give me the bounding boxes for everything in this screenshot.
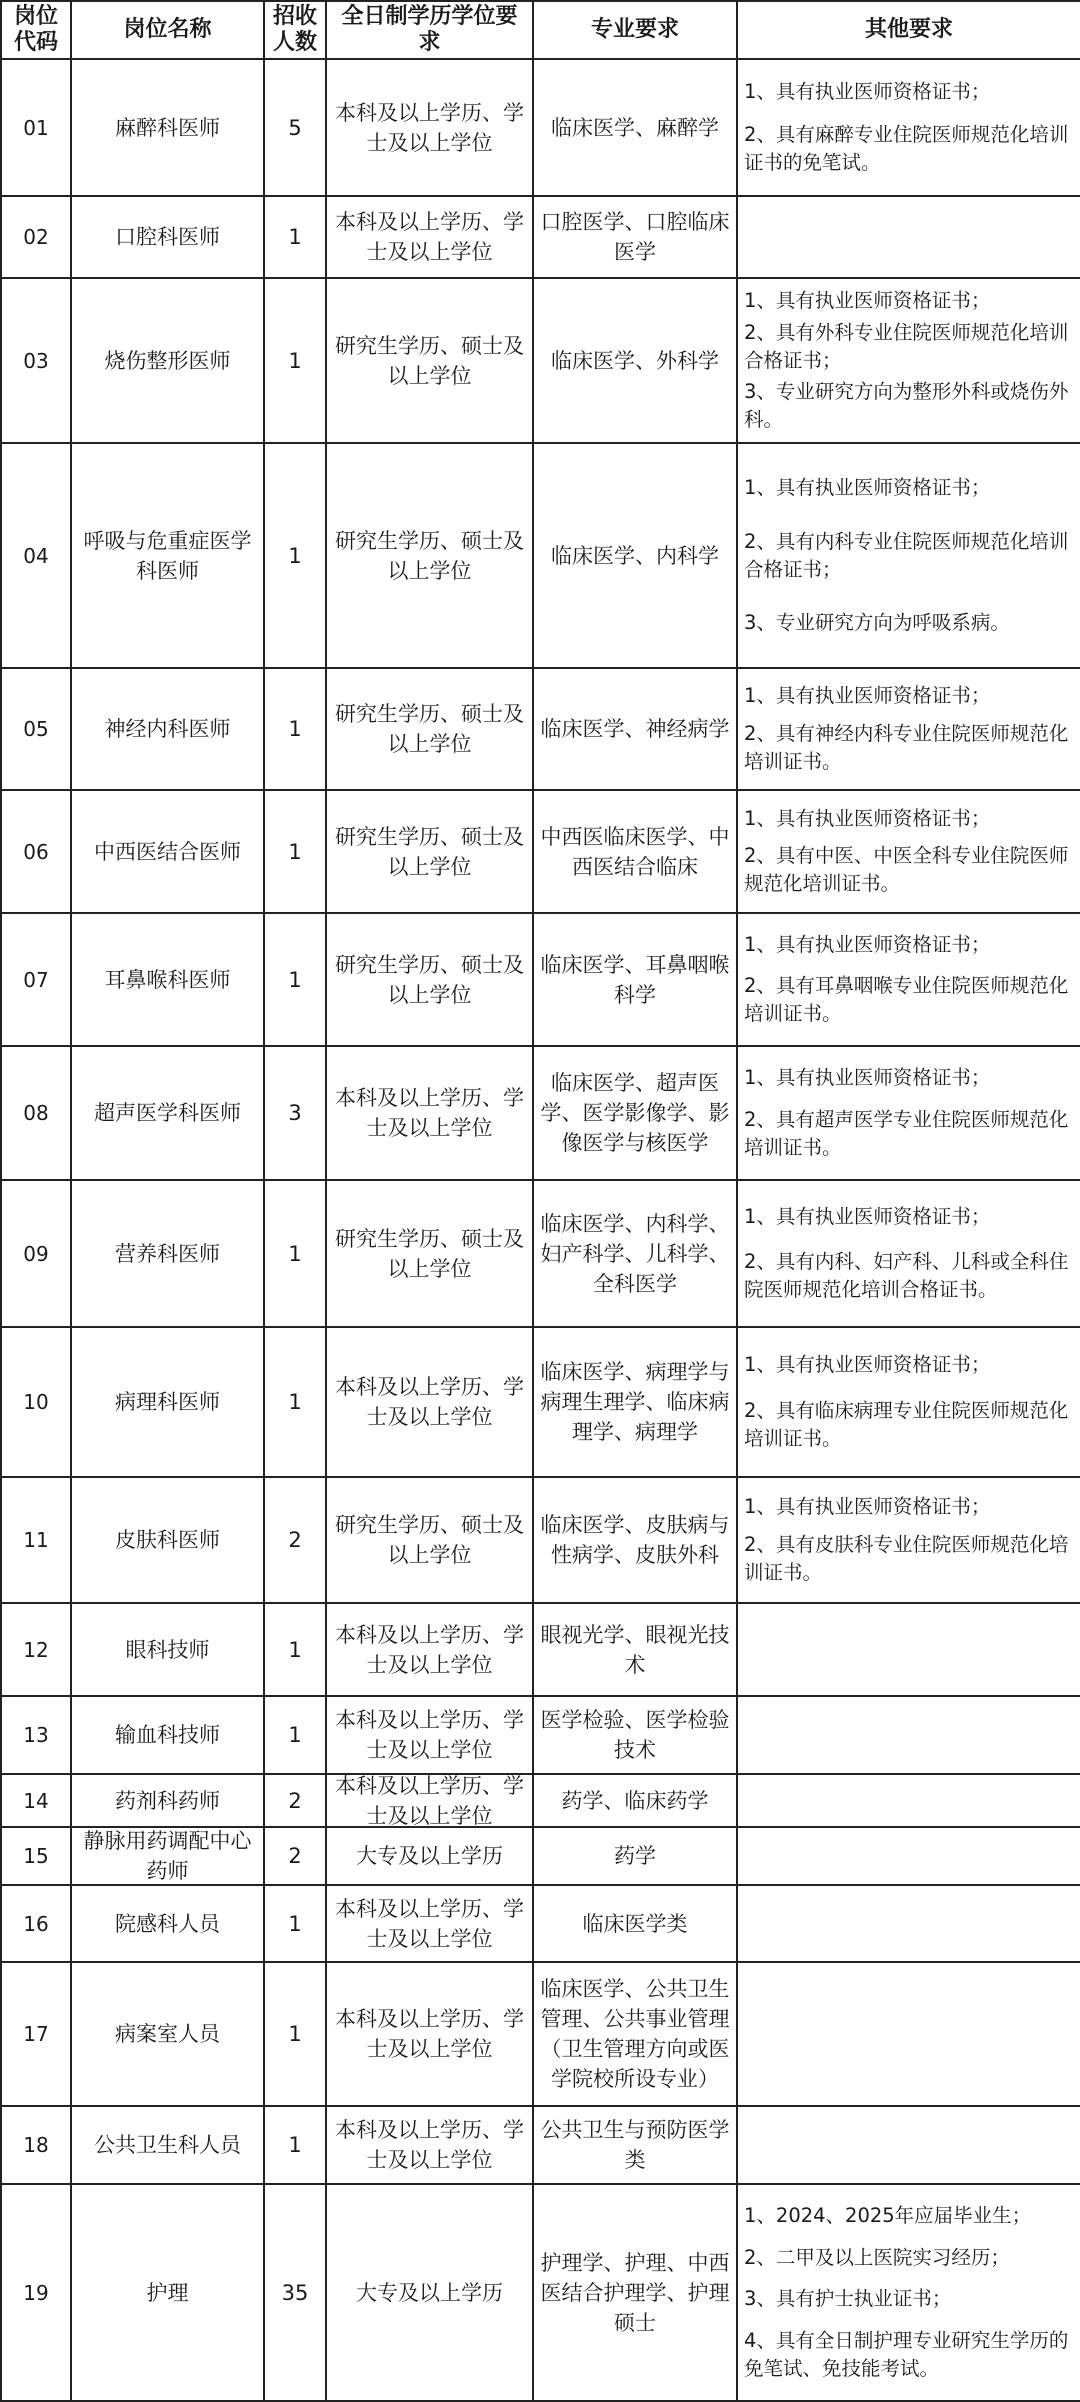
cell-position-name: 药剂科药师 — [72, 1775, 265, 1828]
cell-other-requirements — [738, 1604, 1080, 1697]
cell-code: 05 — [2, 669, 72, 791]
cell-position-name: 神经内科医师 — [72, 669, 265, 791]
header-count: 招收人数 — [265, 2, 327, 60]
cell-other-requirements — [738, 1828, 1080, 1886]
cell-other-requirements — [738, 1886, 1080, 1963]
cell-code: 12 — [2, 1604, 72, 1697]
cell-education: 本科及以上学历、学士及以上学位 — [327, 1775, 534, 1828]
cell-other-requirements — [738, 914, 1080, 1047]
requirement-item: 1、具有执业医师资格证书； — [744, 1494, 991, 1518]
cell-other-requirements — [738, 197, 1080, 279]
cell-position-name: 眼科技师 — [72, 1604, 265, 1697]
cell-headcount: 1 — [265, 791, 327, 914]
requirement-item: 2、具有麻醉专业住院医师规范化培训证书的免笔试。 — [744, 122, 1069, 174]
cell-other-requirements — [738, 1478, 1080, 1604]
requirement-item: 1、2024、2025年应届毕业生； — [744, 2204, 1032, 2228]
cell-code: 14 — [2, 1775, 72, 1828]
requirement-item: 1、具有执业医师资格证书； — [744, 1352, 991, 1376]
cell-major: 临床医学、耳鼻咽喉科学 — [534, 914, 738, 1047]
cell-other-requirements — [738, 1697, 1080, 1775]
cell-headcount: 2 — [265, 1775, 327, 1828]
cell-other-requirements — [738, 1775, 1080, 1828]
cell-headcount: 1 — [265, 279, 327, 444]
requirement-item: 1、具有执业医师资格证书； — [744, 288, 991, 312]
cell-code: 13 — [2, 1697, 72, 1775]
cell-other-requirements — [738, 1181, 1080, 1328]
cell-code: 04 — [2, 444, 72, 669]
cell-major: 口腔医学、口腔临床医学 — [534, 197, 738, 279]
cell-code: 06 — [2, 791, 72, 914]
cell-position-name: 超声医学科医师 — [72, 1047, 265, 1181]
cell-headcount: 3 — [265, 1047, 327, 1181]
cell-education: 本科及以上学历、学士及以上学位 — [327, 1328, 534, 1478]
requirement-item: 2、具有内科、妇产科、儿科或全科住院医师规范化培训合格证书。 — [744, 1250, 1069, 1302]
requirement-item: 2、具有超声医学专业住院医师规范化培训证书。 — [744, 1107, 1069, 1159]
cell-other-requirements — [738, 444, 1080, 669]
cell-major: 临床医学、麻醉学 — [534, 60, 738, 197]
cell-code: 08 — [2, 1047, 72, 1181]
cell-major: 临床医学、皮肤病与性病学、皮肤外科 — [534, 1478, 738, 1604]
cell-code: 15 — [2, 1828, 72, 1886]
cell-major: 临床医学、超声医学、医学影像学、影像医学与核医学 — [534, 1047, 738, 1181]
cell-other-requirements — [738, 1963, 1080, 2107]
cell-headcount: 1 — [265, 1886, 327, 1963]
cell-other-requirements — [738, 279, 1080, 444]
cell-major: 临床医学、公共卫生管理、公共事业管理（卫生管理方向或医学院校所设专业） — [534, 1963, 738, 2107]
cell-position-name: 麻醉科医师 — [72, 60, 265, 197]
cell-major: 护理学、护理、中西医结合护理学、护理硕士 — [534, 2185, 738, 2402]
cell-position-name: 病案室人员 — [72, 1963, 265, 2107]
requirement-item: 1、具有执业医师资格证书； — [744, 1066, 991, 1090]
cell-education: 研究生学历、硕士及以上学位 — [327, 914, 534, 1047]
requirement-item: 2、具有内科专业住院医师规范化培训合格证书； — [744, 529, 1069, 581]
cell-code: 11 — [2, 1478, 72, 1604]
requirement-item: 2、具有耳鼻咽喉专业住院医师规范化培训证书。 — [744, 974, 1069, 1025]
requirement-item: 3、专业研究方向为整形外科或烧伤外科。 — [744, 380, 1069, 432]
cell-education: 本科及以上学历、学士及以上学位 — [327, 1963, 534, 2107]
requirement-item: 2、二甲及以上医院实习经历； — [744, 2245, 1010, 2269]
cell-major: 临床医学、内科学 — [534, 444, 738, 669]
cell-position-name: 烧伤整形医师 — [72, 279, 265, 444]
cell-education: 研究生学历、硕士及以上学位 — [327, 1478, 534, 1604]
cell-headcount: 1 — [265, 1697, 327, 1775]
cell-other-requirements — [738, 791, 1080, 914]
cell-education: 本科及以上学历、学士及以上学位 — [327, 2107, 534, 2185]
cell-headcount: 2 — [265, 1478, 327, 1604]
requirement-item: 1、具有执业医师资格证书； — [744, 933, 991, 956]
cell-major: 药学、临床药学 — [534, 1775, 738, 1828]
cell-code: 10 — [2, 1328, 72, 1478]
cell-headcount: 1 — [265, 197, 327, 279]
cell-position-name: 耳鼻喉科医师 — [72, 914, 265, 1047]
requirement-item: 1、具有执业医师资格证书； — [744, 475, 991, 499]
header-major: 专业要求 — [534, 2, 738, 60]
requirement-item: 3、专业研究方向为呼吸系病。 — [744, 611, 1010, 635]
cell-education: 研究生学历、硕士及以上学位 — [327, 1181, 534, 1328]
requirement-item: 3、具有护士执业证书； — [744, 2287, 952, 2311]
cell-major: 临床医学类 — [534, 1886, 738, 1963]
cell-position-name: 院感科人员 — [72, 1886, 265, 1963]
cell-position-name: 营养科医师 — [72, 1181, 265, 1328]
requirement-item: 2、具有外科专业住院医师规范化培训合格证书； — [744, 320, 1069, 372]
header-other: 其他要求 — [738, 2, 1080, 60]
cell-education: 本科及以上学历、学士及以上学位 — [327, 1886, 534, 1963]
cell-major: 眼视光学、眼视光技术 — [534, 1604, 738, 1697]
cell-code: 09 — [2, 1181, 72, 1328]
cell-position-name: 口腔科医师 — [72, 197, 265, 279]
cell-headcount: 2 — [265, 1828, 327, 1886]
cell-major: 临床医学、内科学、妇产科学、儿科学、全科医学 — [534, 1181, 738, 1328]
cell-major: 临床医学、病理学与病理生理学、临床病理学、病理学 — [534, 1328, 738, 1478]
cell-code: 17 — [2, 1963, 72, 2107]
cell-major: 中西医临床医学、中西医结合临床 — [534, 791, 738, 914]
cell-headcount: 1 — [265, 914, 327, 1047]
cell-code: 01 — [2, 60, 72, 197]
cell-position-name: 皮肤科医师 — [72, 1478, 265, 1604]
cell-position-name: 护理 — [72, 2185, 265, 2402]
cell-major: 药学 — [534, 1828, 738, 1886]
cell-headcount: 1 — [265, 669, 327, 791]
cell-headcount: 35 — [265, 2185, 327, 2402]
cell-education: 本科及以上学历、学士及以上学位 — [327, 1604, 534, 1697]
requirement-item: 1、具有执业医师资格证书； — [744, 684, 991, 708]
cell-position-name: 中西医结合医师 — [72, 791, 265, 914]
cell-position-name: 病理科医师 — [72, 1328, 265, 1478]
cell-major: 临床医学、外科学 — [534, 279, 738, 444]
requirement-item: 1、具有执业医师资格证书； — [744, 80, 991, 104]
cell-code: 07 — [2, 914, 72, 1047]
header-code: 岗位代码 — [2, 2, 72, 60]
cell-education: 研究生学历、硕士及以上学位 — [327, 791, 534, 914]
cell-education: 大专及以上学历 — [327, 1828, 534, 1886]
requirement-item: 2、具有神经内科专业住院医师规范化培训证书。 — [744, 721, 1069, 773]
cell-education: 本科及以上学历、学士及以上学位 — [327, 1047, 534, 1181]
cell-code: 16 — [2, 1886, 72, 1963]
cell-major: 医学检验、医学检验技术 — [534, 1697, 738, 1775]
cell-other-requirements — [738, 60, 1080, 197]
cell-major: 公共卫生与预防医学类 — [534, 2107, 738, 2185]
cell-code: 18 — [2, 2107, 72, 2185]
requirement-item: 1、具有执业医师资格证书； — [744, 806, 991, 830]
cell-headcount: 1 — [265, 1604, 327, 1697]
cell-code: 19 — [2, 2185, 72, 2402]
cell-code: 02 — [2, 197, 72, 279]
cell-position-name: 呼吸与危重症医学科医师 — [72, 444, 265, 669]
cell-other-requirements — [738, 1328, 1080, 1478]
cell-headcount: 1 — [265, 2107, 327, 2185]
cell-education: 本科及以上学历、学士及以上学位 — [327, 60, 534, 197]
cell-education: 大专及以上学历 — [327, 2185, 534, 2402]
requirement-item: 2、具有临床病理专业住院医师规范化培训证书。 — [744, 1399, 1069, 1451]
requirement-item: 2、具有皮肤科专业住院医师规范化培训证书。 — [744, 1533, 1069, 1585]
cell-code: 03 — [2, 279, 72, 444]
header-education: 全日制学历学位要求 — [327, 2, 534, 60]
requirement-item: 1、具有执业医师资格证书； — [744, 1204, 991, 1228]
cell-position-name: 静脉用药调配中心药师 — [72, 1828, 265, 1886]
cell-education: 本科及以上学历、学士及以上学位 — [327, 197, 534, 279]
cell-headcount: 1 — [265, 1963, 327, 2107]
requirement-item: 4、具有全日制护理专业研究生学历的免笔试、免技能考试。 — [744, 2328, 1069, 2380]
cell-headcount: 5 — [265, 60, 327, 197]
cell-headcount: 1 — [265, 1328, 327, 1478]
header-name: 岗位名称 — [72, 2, 265, 60]
cell-education: 研究生学历、硕士及以上学位 — [327, 669, 534, 791]
cell-education: 本科及以上学历、学士及以上学位 — [327, 1697, 534, 1775]
cell-major: 临床医学、神经病学 — [534, 669, 738, 791]
cell-education: 研究生学历、硕士及以上学位 — [327, 279, 534, 444]
cell-education: 研究生学历、硕士及以上学位 — [327, 444, 534, 669]
cell-other-requirements — [738, 1047, 1080, 1181]
cell-other-requirements — [738, 669, 1080, 791]
cell-position-name: 公共卫生科人员 — [72, 2107, 265, 2185]
requirement-item: 2、具有中医、中医全科专业住院医师规范化培训证书。 — [744, 844, 1069, 896]
cell-other-requirements — [738, 2185, 1080, 2402]
cell-headcount: 1 — [265, 444, 327, 669]
cell-headcount: 1 — [265, 1181, 327, 1328]
cell-position-name: 输血科技师 — [72, 1697, 265, 1775]
cell-other-requirements — [738, 2107, 1080, 2185]
